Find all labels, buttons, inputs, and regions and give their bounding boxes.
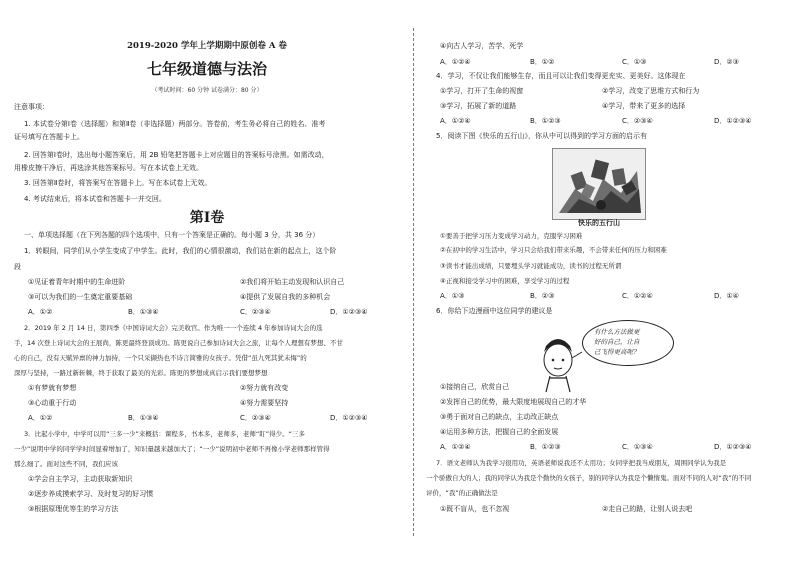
question-stem: 一少”说明中学的同学学时间显着增加了，知识量越来越加大了；“一少”说明初中老师不再像小学老师那样管得 [14,445,330,453]
note-line: 证号填写在答题卡上。 [14,133,84,141]
option: ④提供了发展自我的多种机会 [240,293,331,301]
option: ③读书才能出成绩，只要埋头学习就能成功，读书的过程无所谓 [440,262,622,270]
answer-choice: A．①② [28,414,53,422]
question-stem: 心的自己，没有天赋异禀的神力加持，一个只采撷热也不诗言简雅的女孩子。凭借“虽九死其犹未悔”的 [14,354,307,362]
note-line: 用橡皮擦干净后，再选涂其他答案标号。写在本试卷上无效。 [14,164,203,172]
exam-meta: （考试时间：60 分钟 试卷满分：80 分） [151,87,263,94]
question-stem: 段 [14,263,21,271]
notes-heading: 注意事项： [14,103,49,111]
answer-choice: D．①②③④ [330,308,368,316]
question-stem: 6．你给下边漫画中这位同学的建议是 [436,307,553,315]
option: ③学习，拓展了新的道路 [440,102,517,110]
exam-title: 2019-2020 学年上学期期中原创卷 A 卷 [127,41,287,51]
option: ①学会自主学习，主动获取新知识 [28,475,133,483]
option: ①见证着青年时期中的生命进阶 [28,278,126,286]
question-stem: 3．比起小学中，中学可以用“三多一少”来概括：课程多，书本多，老师多，老师“盯”得少。“三多 [24,430,305,438]
answer-choice: A．①②④ [440,443,471,451]
option: ④向古人学习，苦学、死学 [440,42,524,50]
book-pile-image [552,148,646,220]
right-column [414,0,794,561]
answer-choice: D．①②③④ [330,414,368,422]
option: ①学习，打开了生命的视窗 [440,87,524,95]
note-line: 4. 考试结束后，将本试卷和答题卡一并交回。 [24,195,166,203]
question-stem: 那么细了。面对这些不同，我们应该 [14,460,118,468]
answer-choice: D．①④ [714,292,739,300]
bubble-line: 有什么方法做更 [594,328,640,336]
answer-choice: C．①②④ [622,292,653,300]
option: ①要善于把学习压力变成学习动力，克服学习困难 [440,232,583,240]
option: ②走自己的路，让别人说去吧 [602,505,693,513]
image-caption: 快乐的五行山 [578,219,620,227]
bubble-line: 好的自己，让自 [594,338,640,346]
answer-choice: D．①②③④ [714,443,752,451]
option: ④努力需要坚持 [240,399,289,407]
option: ③心动重于行动 [28,399,77,407]
answer-choice: C．①③ [622,58,647,66]
answer-choice: B．①② [530,58,555,66]
question-stem: 7．语文老师认为我学习很用功，英语老师说我还不太用功；女同学把我当成朋友，周围同学认为我是 [436,459,727,467]
answer-choice: B．②③ [530,292,555,300]
answer-choice: B．①②③ [530,117,561,125]
answer-choice: A．①③ [440,292,465,300]
option: ②发挥自己的优势，最大限度地展现自己的才华 [440,398,587,406]
option: ①接纳自己，欣赏自己 [440,383,510,391]
answer-choice: B．①③④ [128,308,159,316]
option: ④学习，带来了更多的选择 [602,102,686,110]
question-stem: 手，14 次登上诗词大会的王展尚，陈更最终登顶成功。陈更说自己参加诗词大会之旅，让每个人理想有梦想、不甘 [14,339,343,347]
question-stem: 4．学习，不仅让我们能够生存，而且可以让我们变得更充实、更美好。这体现在 [436,72,686,80]
option: ②我们将开始主动发现和认识自己 [240,278,345,286]
answer-choice: D．①②③④ [714,117,752,125]
option: ③可以为我们的一生奠定重要基础 [28,293,133,301]
question-stem: 评价，“我”的正确做法是 [426,489,498,497]
book-pile-icon [553,149,645,219]
question-stem: 5．阅读下图《快乐的五行山》，你从中可以得到的学习方面的启示有 [436,132,647,140]
answer-choice: C．②③④ [240,308,271,316]
answer-choice: C．②③④ [240,414,271,422]
option: ②在初中的学习生活中，学习只会给我们带来乐趣，不会带来任何的压力和困难 [440,246,667,254]
note-line: 1. 本试卷分第Ⅰ卷（选择题）和第Ⅱ卷（非选择题）两部分。答卷前，考生务必将自己的姓名、准考 [24,120,326,128]
option: ③勇于面对自己的缺点，主动改正缺点 [440,413,559,421]
answer-choice: D．②③ [714,58,739,66]
bubble-line: 己飞得更高呢？ [594,348,640,356]
section-title: 第Ⅰ卷 [189,210,225,226]
answer-choice: B．①③④ [128,414,159,422]
answer-choice: A．①② [28,308,53,316]
answer-choice: C．①③④ [622,443,653,451]
note-line: 3. 回答第Ⅱ卷时，将答案写在答题卡上。写在本试卷上无效。 [24,179,212,187]
option: ③根据原理优等生的学习方法 [28,505,119,513]
subject-title: 七年级道德与法治 [146,60,267,78]
answer-choice: B．①②③ [530,443,561,451]
option: ②学习，改变了思维方式和行为 [602,87,700,95]
question-stem: 1．转眼间，同学们从小学生变成了中学生。此时，我们的心情很激动，我们站在新的起点上，这个阶 [24,247,337,255]
option: ①有梦就有梦想 [28,384,77,392]
option: ②逐步养成摸索学习、及时复习的好习惯 [28,490,154,498]
option: ④正视和接受学习中的困难，享受学习的过程 [440,277,570,285]
answer-choice: A．①②④ [440,117,471,125]
question-stem: 深厚与坚持，一路过新斩棘，终于获取了最美的光彩。陈更的梦想成真启示我们要想梦想 [14,369,268,377]
question-stem: 2．2019 年 2 月 14 日，第四季《中国诗词大会》完美收官。作为唯一一个连续 4 年参加诗词大会的选 [24,324,323,332]
note-line: 2. 回答第Ⅰ卷时，选出每小题答案后，用 2B 铅笔把答题卡上对应题目的答案标号涂黑。如需改动， [24,151,329,159]
option: ①既不盲从，也不忽视 [440,505,510,513]
answer-choice: C．②③④ [622,117,653,125]
option: ④运用多种方法，把握自己的全面发展 [440,428,559,436]
option: ②努力就有改变 [240,384,289,392]
section-instruction: 一、单项选择题（在下列各题的四个选项中，只有一个答案是正确的。每小题 3 分，共 36 分） [24,231,320,239]
question-stem: 一个骄傲自大的人；我的同学认为我是个勤快的女孩子，别的同学认为我是个懒惰鬼。面对不同的人对“我”的不同 [426,474,752,482]
answer-choice: A．①②④ [440,58,471,66]
